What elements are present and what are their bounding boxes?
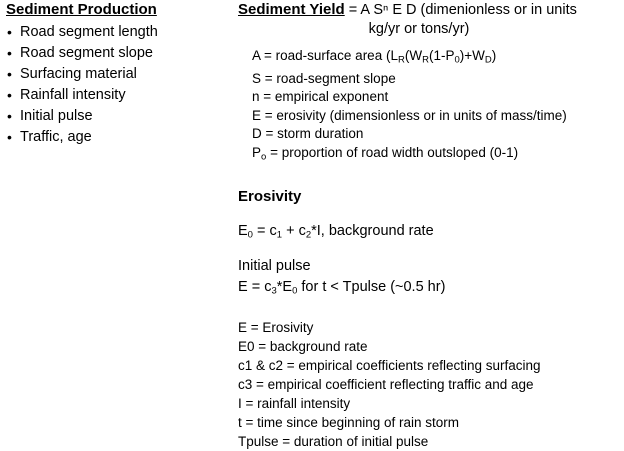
sediment-yield-equation-text: = A Sⁿ E D (dimenionless or in units [344,2,577,18]
erosivity-heading: Erosivity [238,187,302,205]
sediment-production-bullet-list [6,22,236,148]
sediment-production-column [6,0,236,148]
legend-item: E = Erosivity [238,319,314,335]
background-rate-sub1: 1 [276,229,283,241]
definition-area-mid1: (W [404,48,423,63]
definition-area-sub-r2: R [422,54,429,66]
definition-outsloped [252,144,624,167]
definition-area-suffix: ) [491,48,497,63]
definition-area-prefix: A = road-surface area (L [252,48,398,63]
list-item: • Road segment slope [6,43,236,64]
background-rate-suffix: *I, background rate [311,222,434,239]
background-rate-mid: = c [252,222,277,239]
list-item: • Surfacing material [6,64,236,85]
sediment-yield-units-line: kg/yr or tons/yr) [368,21,470,37]
initial-pulse-label: Initial pulse [238,258,311,275]
background-rate-e: E [238,222,248,239]
initial-pulse-equation [238,278,624,300]
background-rate-mid2: + c [282,222,306,239]
pulse-prefix: E = c [238,279,272,296]
legend-item: c3 = empirical coefficient reflecting traffic and age [238,376,534,392]
sediment-yield-label: Sediment Yield [238,1,345,18]
list-item: • Initial pulse [6,106,236,127]
erosivity-legend [238,318,624,451]
sediment-yield-definitions [252,47,624,167]
definition-exponent: n = empirical exponent [252,89,389,105]
definition-area-sub-d: D [484,54,492,66]
pulse-mid: *E [276,279,293,296]
legend-item: E0 = background rate [238,338,368,354]
left-column-title: Sediment Production [6,1,157,18]
definition-duration: D = storm duration [252,126,364,142]
definition-slope: S = road-segment slope [252,70,396,86]
pulse-sub3: 3 [271,285,277,297]
background-rate-sub0: 0 [247,229,253,241]
legend-item: I = rainfall intensity [238,395,351,411]
definition-area-mid3: )+W [459,48,485,63]
definition-area [252,47,624,70]
list-item: • Road segment length [6,22,236,43]
sediment-yield-column [238,0,624,451]
list-item: • Rainfall intensity [6,85,236,106]
definition-outsloped-sub: o [261,151,267,163]
legend-item: t = time since beginning of rain storm [238,414,459,430]
pulse-sub0: 0 [292,285,298,297]
definition-erosivity: E = erosivity (dimensionless or in units of mass/time) [252,107,567,123]
background-rate-equation [238,222,624,244]
background-rate-sub2: 2 [305,229,312,241]
definition-area-sub-r1: R [397,54,405,66]
definition-area-mid2: (1-P [428,48,455,63]
list-item: • Traffic, age [6,127,236,148]
definition-outsloped-prefix: P [252,144,262,160]
definition-area-sub-0: 0 [454,54,460,66]
sediment-yield-equation-title [238,0,624,20]
pulse-suffix: for t < Tpulse (~0.5 hr) [297,279,446,296]
definition-outsloped-suffix: = proportion of road width outsloped (0-1) [266,144,519,160]
legend-item: c1 & c2 = empirical coefficients reflecting surfacing [238,357,541,373]
legend-item: Tpulse = duration of initial pulse [238,433,429,449]
